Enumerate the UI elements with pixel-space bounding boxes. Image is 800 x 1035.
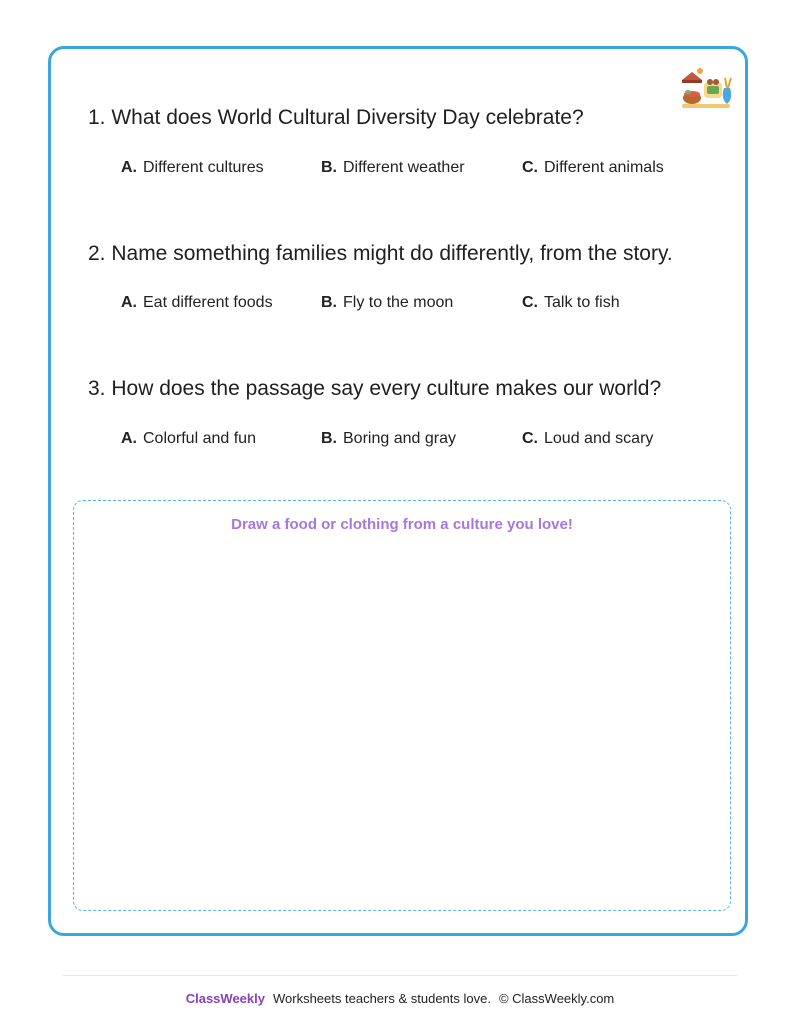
option-letter: B. <box>321 430 337 447</box>
option-letter: B. <box>321 159 337 176</box>
question-3 <box>88 370 688 407</box>
option-text: Talk to fish <box>544 294 620 311</box>
question-1-text: 1. What does World Cultural Diversity Day celebrate? <box>88 106 584 129</box>
option-c[interactable] <box>522 158 664 178</box>
option-text: Eat different foods <box>143 294 273 311</box>
option-letter: C. <box>522 430 538 447</box>
option-letter: B. <box>321 294 337 311</box>
question-1 <box>88 99 688 136</box>
footer-copyright: © ClassWeekly.com <box>498 991 615 1006</box>
option-a[interactable] <box>121 158 264 178</box>
option-b[interactable] <box>321 158 465 178</box>
option-letter: A. <box>121 294 137 311</box>
question-2 <box>88 235 688 272</box>
option-text: Loud and scary <box>544 430 654 447</box>
drawing-area[interactable] <box>73 500 731 911</box>
option-c[interactable] <box>522 429 653 449</box>
option-text: Fly to the moon <box>343 294 454 311</box>
option-text: Boring and gray <box>343 430 456 447</box>
option-b[interactable] <box>321 429 456 449</box>
option-letter: C. <box>522 159 538 176</box>
question-2-text: 2. Name something families might do differently, from the story. <box>88 242 673 265</box>
footer <box>0 991 800 1006</box>
option-a[interactable] <box>121 429 256 449</box>
question-3-text: 3. How does the passage say every culture makes our world? <box>88 377 662 400</box>
option-letter: A. <box>121 159 137 176</box>
option-text: Different cultures <box>143 159 264 176</box>
option-c[interactable] <box>522 293 620 313</box>
option-letter: C. <box>522 294 538 311</box>
footer-divider <box>63 975 737 976</box>
option-text: Different weather <box>343 159 465 176</box>
option-a[interactable] <box>121 293 273 313</box>
footer-tagline: Worksheets teachers & students love. <box>272 991 491 1006</box>
drawing-prompt: Draw a food or clothing from a culture you love! <box>231 516 573 533</box>
option-text: Colorful and fun <box>143 430 256 447</box>
footer-brand: ClassWeekly <box>185 991 265 1006</box>
option-letter: A. <box>121 430 137 447</box>
option-b[interactable] <box>321 293 453 313</box>
option-text: Different animals <box>544 159 664 176</box>
